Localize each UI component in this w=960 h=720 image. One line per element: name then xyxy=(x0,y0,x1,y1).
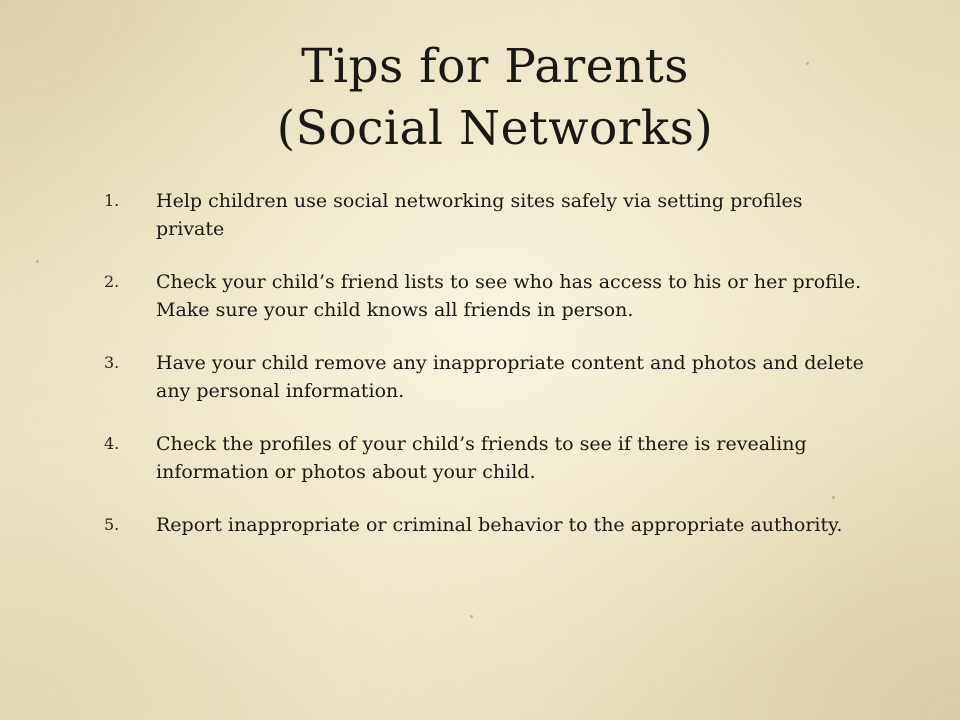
list-item-text: Check your child’s friend lists to see who has access to his or her profile. Make sure your child knows all friends in person. xyxy=(156,271,862,321)
tips-list xyxy=(104,187,864,564)
paper-speck xyxy=(36,260,39,263)
list-item-number: 4. xyxy=(104,434,120,453)
list-item-text: Help children use social networking sites safely via setting profiles private xyxy=(156,190,803,240)
paper-speck xyxy=(806,62,809,65)
list-item-number: 5. xyxy=(104,515,120,534)
list-item-text: Check the profiles of your child’s friends to see if there is revealing information or photos about your child. xyxy=(156,433,807,483)
list-item xyxy=(104,268,864,324)
paper-speck xyxy=(832,496,835,499)
list-item xyxy=(104,349,864,405)
list-item xyxy=(104,430,864,486)
list-item-number: 2. xyxy=(104,272,120,291)
list-item-number: 1. xyxy=(104,191,120,210)
paper-speck xyxy=(470,615,473,618)
title-line-1: Tips for Parents xyxy=(301,39,689,94)
list-item xyxy=(104,187,864,243)
list-item-text: Have your child remove any inappropriate content and photos and delete any personal information. xyxy=(156,352,864,402)
list-item-text: Report inappropriate or criminal behavior to the appropriate authority. xyxy=(156,514,843,536)
list-item xyxy=(104,511,864,539)
title-line-2: (Social Networks) xyxy=(276,101,714,156)
slide-title xyxy=(0,36,960,160)
list-item-number: 3. xyxy=(104,353,120,372)
